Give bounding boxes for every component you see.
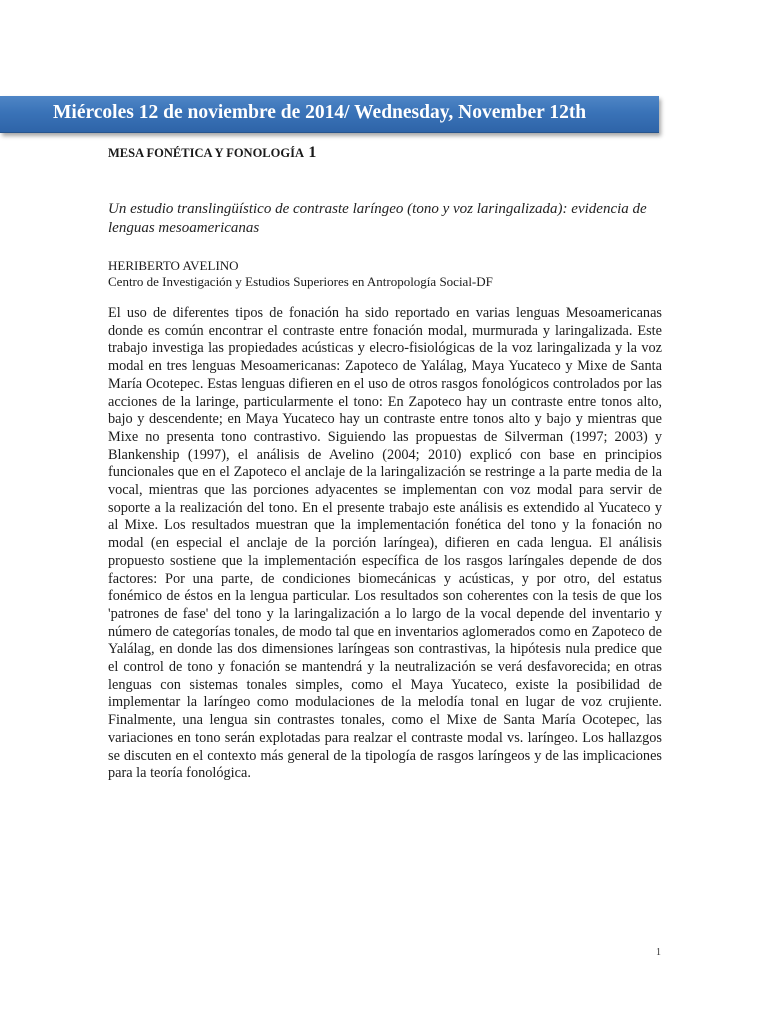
date-banner-text: Miércoles 12 de noviembre de 2014/ Wednesday, November 12th [53, 102, 587, 123]
session-number: 1 [308, 144, 317, 161]
session-title [108, 145, 316, 161]
author-name: HERIBERTO AVELINO [108, 258, 239, 273]
abstract-paragraph: El uso de diferentes tipos de fonación ha sido reportado en varias lenguas Mesoamericanas donde es común encontrar el contraste entre fonación modal, murmurada y laringalizada. Este trabajo investiga las propiedades acústicas y elecro-fisiológicas de la voz laringalizada y la voz modal en tres lenguas Mesoamericanas: Zapoteco de Yalálag, Maya Yucateco y Mixe de Santa María Ocotepec. Estas lenguas difieren en el uso de otros rasgos fonológicos controlados por las acciones de la laringe, particularmente el tono: En Zapoteco hay un contraste entre tonos alto, bajo y descendente; en Maya Yucateco hay un contraste entre tonos alto y bajo y mientras que Mixe no presenta tono contrastivo. Siguiendo las propuestas de Silverman (1997; 2003) y Blankenship (1997), el análisis de Avelino (2004; 2010) explicó con base en principios funcionales que en el Zapoteco el anclaje de la laringalización se restringe a la parte media de la vocal, mientras que las porciones adyacentes se implementan con voz modal para servir de soporte a la realización del tono. En el presente trabajo este análisis es extendido al Yucateco y al Mixe. Los resultados muestran que la implementación fonética del tono y la fonación no modal (en especial el anclaje de la porción laríngea), difieren en cada lengua. El análisis propuesto sostiene que la implementación específica de los rasgos laríngales depende de dos factores: Por una parte, de condiciones biomecánicas y acústicas, y por otro, del estatus fonémico de éstos en la lengua particular. Los resultados son coherentes con la tesis de que los 'patrones de fase' del tono y la laringalización a lo largo de la vocal depende del inventario y número de categorías tonales, de modo tal que en inventarios aglomerados como en Zapoteco de Yalálag, en donde las dos dimensiones laríngeas son contrastivas, la hipótesis nula predice que el control de tono y fonación se mantendrá y la neutralización se verá desfavorecida; en otras lenguas con sistemas tonales simples, como el Maya Yucateco, existe la posibilidad de implementar la laríngeo como modulaciones de la melodía tonal en lugar de voz crujiente. Finalmente, una lengua sin contrastes tonales, como el Mixe de Santa María Ocotepec, las variaciones en tono serán explotadas para realzar el contraste modal vs. laríngeo. Los hallazgos se discuten en el contexto más general de la tipología de rasgos laríngeos y de las implicaciones para la teoría fonológica. [108, 305, 662, 782]
session-title-text: MESA FONÉTICA Y FONOLOGÍA [108, 146, 304, 160]
paper-title: Un estudio translingüístico de contraste laríngeo (tono y voz laringalizada): evidencia de lenguas mesoamericanas [108, 201, 647, 236]
page-number: 1 [656, 947, 661, 958]
author-affiliation: Centro de Investigación y Estudios Superiores en Antropología Social-DF [108, 274, 493, 289]
date-banner [0, 96, 659, 133]
